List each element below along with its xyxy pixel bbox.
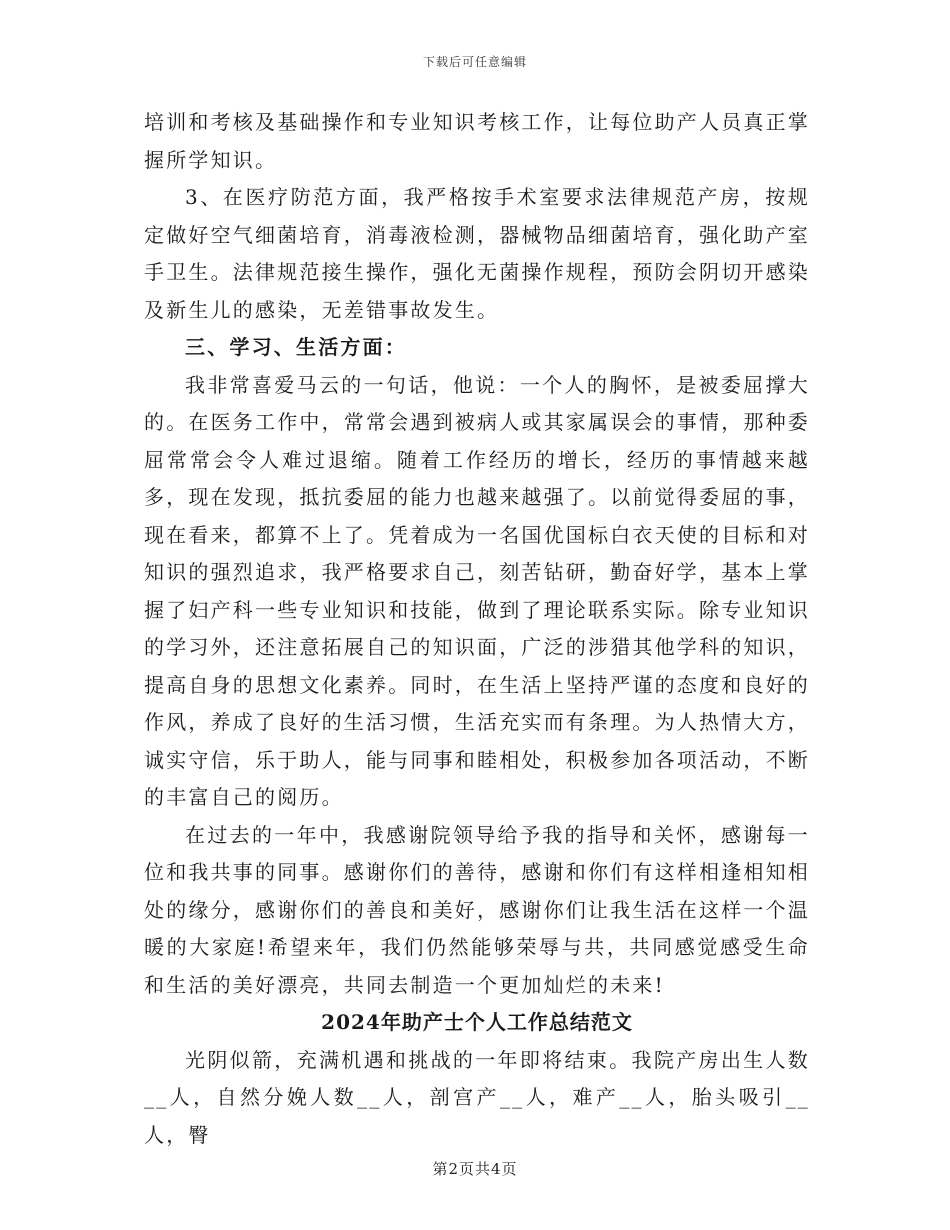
paragraph-study-life: 我非常喜爱马云的一句话，他说：一个人的胸怀，是被委屈撑大的。在医务工作中，常常会遇到被病人或其家属误会的事情，那种委屈常常会令人难过退缩。随着工作经历的增长，经历的事情越来越多，现在发现，抵抗委屈的能力也越来越强了。以前觉得委屈的事，现在看来，都算不上了。凭着成为一名国优国标白衣天使的目标和对知识的强烈追求，我严格要求自己，刻苦钻研，勤奋好学，基本上掌握了妇产科一些专业知识和技能，做到了理论联系实际。除专业知识的学习外，还注意拓展自己的知识面，广泛的涉猎其他学科的知识，提高自身的思想文化素养。同时，在生活上坚持严谨的态度和良好的作风，养成了良好的生活习惯，生活充实而有条理。为人热情大方，诚实守信，乐于助人，能与同事和睦相处，积极参加各项活动，不断的丰富自己的阅历。 [144, 372, 810, 809]
document-body [144, 104, 810, 1154]
paragraph-training-continuation: 培训和考核及基础操作和专业知识考核工作，让每位助产人员真正掌握所学知识。 [144, 110, 810, 172]
page-number-footer: 第2页共4页 [432, 1160, 518, 1178]
document-title: 2024年助产士个人工作总结范文 [321, 1010, 633, 1034]
paragraph-intro: 光阴似箭，充满机遇和挑战的一年即将结束。我院产房出生人数__人，自然分娩人数__人，剖宫产__人，难产__人，胎头吸引__人，臀 [144, 1047, 810, 1147]
paragraph-medical-prevention: 3、在医疗防范方面，我严格按手术室要求法律规范产房，按规定做好空气细菌培育，消毒液检测，器械物品细菌培育，强化助产室手卫生。法律规范接生操作，强化无菌操作规程，预防会阴切开感染及新生儿的感染，无差错事故发生。 [144, 185, 810, 322]
page-header: 下载后可任意编辑 [422, 55, 527, 69]
paragraph-gratitude: 在过去的一年中，我感谢院领导给予我的指导和关怀，感谢每一位和我共事的同事。感谢你们的善待，感谢和你们有这样相逢相知相处的缘分，感谢你们的善良和美好，感谢你们让我生活在这样一个温暖的大家庭!希望来年，我们仍然能够荣辱与共，共同感觉感受生命和生活的美好漂亮，共同去制造一个更加灿烂的未来! [144, 822, 810, 997]
section-heading-study-life: 三、学习、生活方面： [185, 335, 407, 359]
